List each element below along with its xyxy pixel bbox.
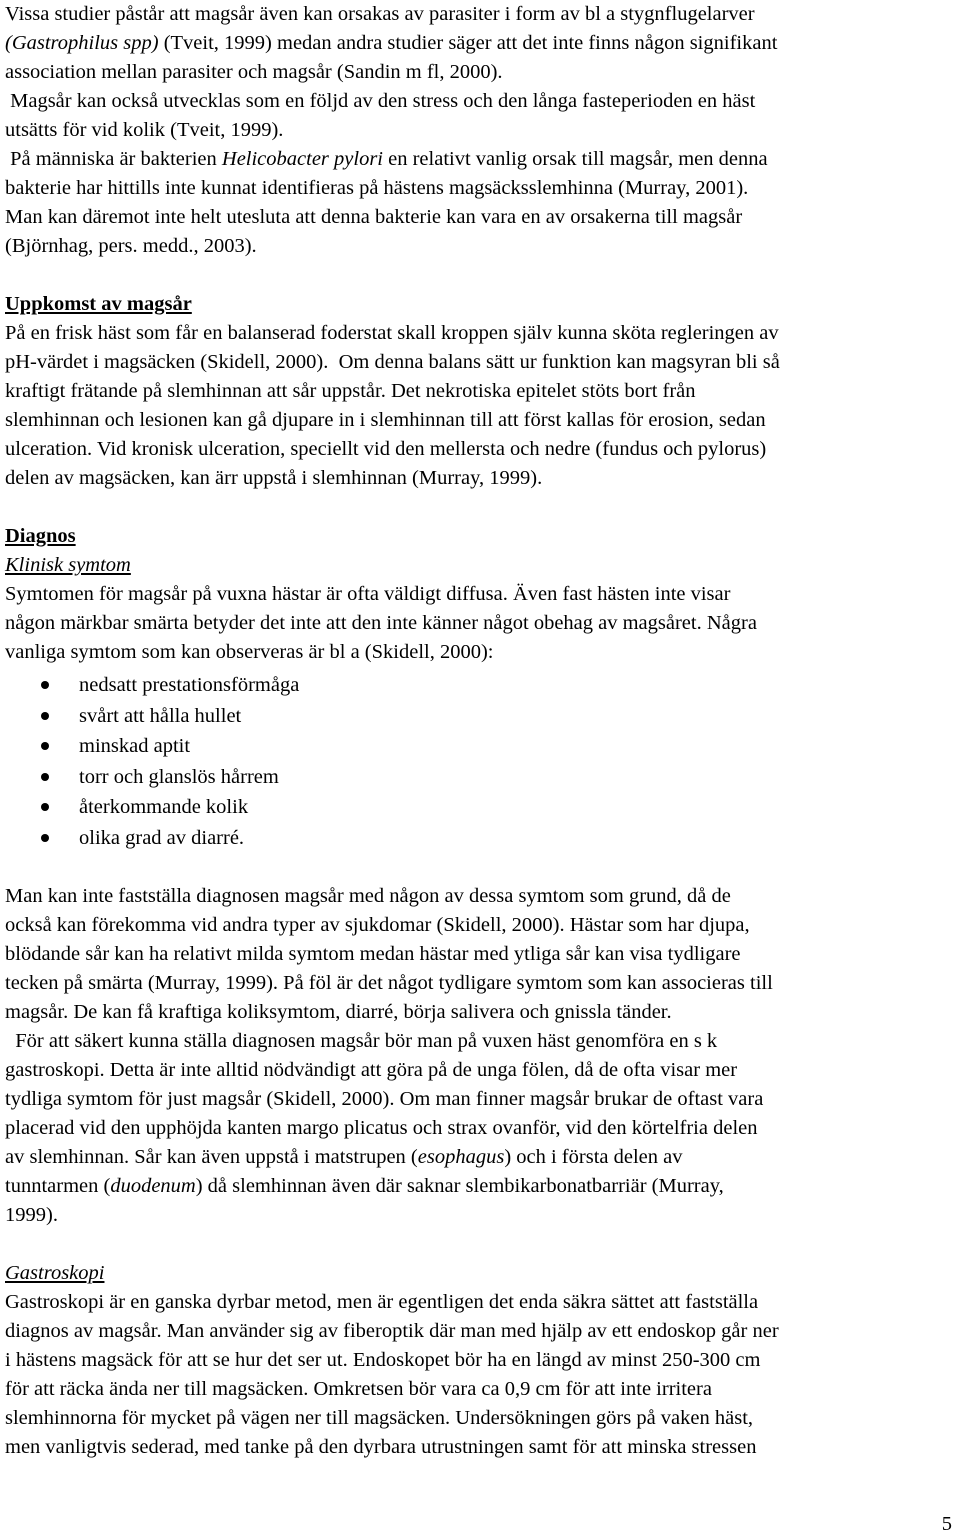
spacer	[5, 493, 955, 522]
text-line: (Björnhag, pers. medd., 2003).	[5, 235, 257, 257]
list-item	[5, 731, 955, 762]
section-heading: Uppkomst av magsår	[5, 293, 192, 315]
text-span: ) då slemhinnan även där saknar slembikarbonatbarriär (Murray,	[195, 1175, 724, 1197]
text-line: ulceration. Vid kronisk ulceration, speciellt vid den mellersta och nedre (fundus och pylorus)	[5, 438, 767, 460]
uppkomst-section	[5, 290, 955, 493]
list-item	[5, 823, 955, 854]
text-line: Man kan inte fastställa diagnosen magsår med någon av dessa symtom som grund, då de	[5, 885, 731, 907]
bullet-icon	[41, 773, 49, 781]
text-line: Gastroskopi är en ganska dyrbar metod, men är egentligen det enda säkra sättet att fastställa	[5, 1291, 759, 1313]
diagnos-section	[5, 522, 955, 853]
bullet-icon	[41, 712, 49, 720]
text-line: diagnos av magsår. Man använder sig av fiberoptik där man med hjälp av ett endoskop går ner	[5, 1320, 779, 1342]
text-line: Symtomen för magsår på vuxna hästar är ofta väldigt diffusa. Även fast hästen inte visar	[5, 583, 731, 605]
text-line: delen av magsäcken, kan ärr uppstå i slemhinnan (Murray, 1999).	[5, 467, 543, 489]
list-item-text: svårt att hålla hullet	[79, 704, 242, 727]
text-span: av slemhinnan. Sår kan även uppstå i matstrupen (	[5, 1146, 418, 1168]
diagnos-text-section	[5, 882, 955, 1230]
text-line: utsätts för vid kolik (Tveit, 1999).	[5, 119, 284, 141]
text-line: slemhinnan och lesionen kan gå djupare in i slemhinnan till att först kallas för erosion, sedan	[5, 409, 766, 431]
text-span: ) och i första delen av	[504, 1146, 683, 1168]
subsection-heading: Klinisk symtom	[5, 554, 131, 576]
spacer	[5, 853, 955, 882]
intro-paragraph	[5, 0, 955, 261]
text-line: i hästens magsäck för att se hur det ser ut. Endoskopet bör ha en längd av minst 250-300 cm	[5, 1349, 761, 1371]
text-line: någon märkbar smärta betyder det inte att den inte känner något obehag av magsåret. Några	[5, 612, 757, 634]
section-heading: Diagnos	[5, 525, 76, 547]
text-line: Man kan däremot inte helt utesluta att denna bakterie kan vara en av orsakerna till magsår	[5, 206, 743, 228]
list-item-text: nedsatt prestationsförmåga	[79, 674, 300, 696]
text-line: magsår. De kan få kraftiga koliksymtom, diarré, börja salivera och gnissla tänder.	[5, 1001, 672, 1023]
text-line: men vanligtvis sederad, med tanke på den dyrbara utrustningen samt för att minska stressen	[5, 1436, 757, 1458]
gastroskopi-section	[5, 1259, 955, 1462]
text-line: Magsår kan också utvecklas som en följd av den stress och den långa fasteperioden en häst	[5, 90, 756, 112]
text-line: för att räcka ända ner till magsäcken. Omkretsen bör vara ca 0,9 cm för att inte irritera	[5, 1378, 712, 1400]
italic-term: (Gastrophilus spp)	[5, 32, 159, 54]
subsection-heading: Gastroskopi	[5, 1262, 105, 1284]
text-line: tecken på smärta (Murray, 1999). På föl är det något tydligare symtom som kan associeras till	[5, 972, 773, 994]
list-item-text: olika grad av diarré.	[79, 826, 245, 849]
text-line: 1999).	[5, 1204, 58, 1226]
text-line: placerad vid den upphöjda kanten margo plicatus och strax ovanför, vid den körtelfria delen	[5, 1117, 758, 1139]
symptom-list	[5, 670, 955, 853]
list-item	[5, 701, 955, 732]
document-page	[5, 0, 955, 1462]
text-line	[5, 145, 955, 174]
list-item	[5, 762, 955, 793]
text-line	[5, 1143, 955, 1172]
bullet-icon	[41, 834, 49, 842]
list-item-text: torr och glanslös hårrem	[79, 765, 279, 788]
list-item	[5, 670, 955, 701]
list-item	[5, 792, 955, 823]
text-line: bakterie har hittills inte kunnat identifieras på hästens magsäcksslemhinna (Murray, 2001).	[5, 177, 749, 199]
text-span: På människa är bakterien	[5, 148, 222, 170]
text-line: gastroskopi. Detta är inte alltid nödvändigt att göra på de unga fölen, då de ofta visar mer	[5, 1059, 738, 1081]
italic-term: esophagus	[417, 1146, 505, 1168]
text-line	[5, 1172, 955, 1201]
text-span: (Tveit, 1999) medan andra studier säger att det inte finns någon signifikant	[158, 32, 778, 54]
text-line: blödande sår kan ha relativt milda symtom medan hästar med ytliga sår kan visa tydligare	[5, 943, 741, 965]
bullet-icon	[41, 681, 49, 689]
text-span: tunntarmen (	[5, 1175, 111, 1197]
text-line: På en frisk häst som får en balanserad foderstat skall kroppen själv kunna sköta regleringen av	[5, 322, 779, 344]
page-number: 5	[941, 1513, 952, 1535]
spacer	[5, 1230, 955, 1259]
text-span: en relativt vanlig orsak till magsår, men denna	[383, 148, 768, 170]
italic-term: Helicobacter pylori	[221, 148, 383, 170]
text-line: association mellan parasiter och magsår (Sandin m fl, 2000).	[5, 61, 503, 83]
bullet-icon	[41, 803, 49, 811]
text-line: vanliga symtom som kan observeras är bl a (Skidell, 2000):	[5, 641, 494, 663]
text-line: kraftigt frätande på slemhinnan att sår uppstår. Det nekrotiska epitelet stöts bort från	[5, 380, 696, 402]
text-line: Vissa studier påstår att magsår även kan orsakas av parasiter i form av bl a stygnflugelarver	[5, 3, 755, 25]
italic-term: duodenum	[110, 1175, 196, 1197]
list-item-text: minskad aptit	[79, 735, 191, 757]
bullet-icon	[41, 742, 49, 750]
list-item-text: återkommande kolik	[79, 796, 249, 818]
text-line: För att säkert kunna ställa diagnosen magsår bör man på vuxen häst genomföra en s k	[5, 1030, 718, 1052]
text-line: slemhinnorna för mycket på vägen ner till magsäcken. Undersökningen görs på vaken häst,	[5, 1407, 754, 1429]
spacer	[5, 261, 955, 290]
text-line: tydliga symtom för just magsår (Skidell, 2000). Om man finner magsår brukar de oftast vara	[5, 1088, 764, 1110]
text-line	[5, 29, 955, 58]
text-line: också kan förekomma vid andra typer av sjukdomar (Skidell, 2000). Hästar som har djupa,	[5, 914, 750, 936]
text-line: pH-värdet i magsäcken (Skidell, 2000). Om denna balans sätt ur funktion kan magsyran bli så	[5, 351, 780, 373]
